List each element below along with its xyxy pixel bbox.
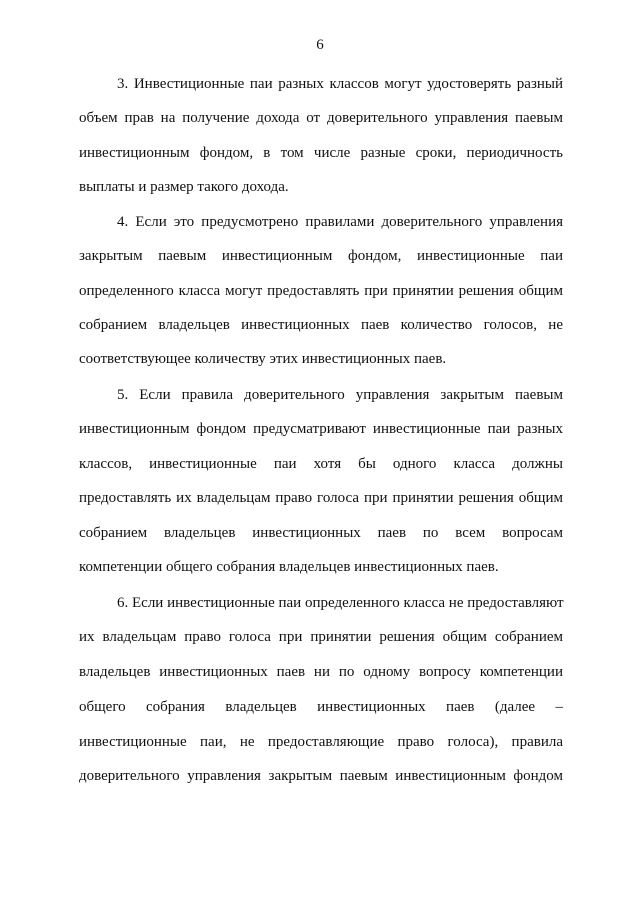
page-number: 6 xyxy=(316,37,324,53)
paragraph-3-line-2: объем прав на получение дохода от доверительного управления паевым xyxy=(79,110,563,126)
paragraph-5-line-1: 5. Если правила доверительного управления закрытым паевым xyxy=(117,387,563,403)
paragraph-3-line-1: 3. Инвестиционные паи разных классов могут удостоверять разный xyxy=(117,76,563,92)
paragraph-5-line-3: классов, инвестиционные паи хотя бы одного класса должны xyxy=(79,456,563,472)
paragraph-6-line-4: общего собрания владельцев инвестиционных паев (далее – xyxy=(79,699,563,715)
paragraph-4-line-2: закрытым паевым инвестиционным фондом, инвестиционные паи xyxy=(79,248,563,264)
paragraph-3-line-4: выплаты и размер такого дохода. xyxy=(79,179,289,195)
paragraph-5-line-5: собранием владельцев инвестиционных паев по всем вопросам xyxy=(79,525,563,541)
paragraph-4-line-3: определенного класса могут предоставлять при принятии решения общим xyxy=(79,283,563,299)
paragraph-6-line-3: владельцев инвестиционных паев ни по одному вопросу компетенции xyxy=(79,664,563,680)
paragraph-3-line-3: инвестиционным фондом, в том числе разные сроки, периодичность xyxy=(79,145,563,161)
paragraph-6-line-1: 6. Если инвестиционные паи определенного класса не предоставляют xyxy=(117,595,564,611)
paragraph-4-line-5: соответствующее количеству этих инвестиционных паев. xyxy=(79,351,447,367)
paragraph-5-line-2: инвестиционным фондом предусматривают инвестиционные паи разных xyxy=(79,421,563,437)
paragraph-6-line-2: их владельцам право голоса при принятии решения общим собранием xyxy=(79,629,563,645)
paragraph-5-line-6: компетенции общего собрания владельцев инвестиционных паев. xyxy=(79,559,499,575)
paragraph-4-line-4: собранием владельцев инвестиционных паев количество голосов, не xyxy=(79,317,563,333)
paragraph-5-line-4: предоставлять их владельцам право голоса при принятии решения общим xyxy=(79,490,563,506)
paragraph-6-line-5: инвестиционные паи, не предоставляющие право голоса), правила xyxy=(79,734,563,750)
paragraph-6-line-6: доверительного управления закрытым паевым инвестиционным фондом xyxy=(79,768,563,784)
paragraph-4-line-1: 4. Если это предусмотрено правилами доверительного управления xyxy=(117,214,563,230)
